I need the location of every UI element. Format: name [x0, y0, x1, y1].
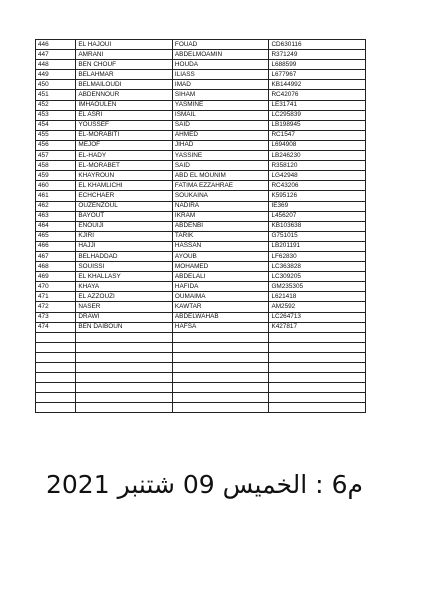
exam-date-note: م6 : الخميس 09 شتنبر 2021 [46, 470, 363, 499]
empty-table-row [36, 383, 366, 393]
table-row [36, 40, 366, 50]
id-number: LC363828 [269, 262, 366, 272]
last-name: EL AZZOUZI [76, 292, 173, 302]
last-name: MEJOF [76, 140, 173, 150]
id-number: GM235305 [269, 282, 366, 292]
last-name: DRAWI [76, 312, 173, 322]
last-name: KHAYA [76, 282, 173, 292]
row-number: 464 [36, 221, 76, 231]
candidate-table-body [36, 40, 366, 413]
id-number: L456207 [269, 211, 366, 221]
empty-table-row [36, 373, 366, 383]
table-row [36, 191, 366, 201]
row-number: 462 [36, 201, 76, 211]
empty-table-row [36, 363, 366, 373]
table-row [36, 70, 366, 80]
first-name: MOHAMED [172, 262, 269, 272]
table-row [36, 272, 366, 282]
id-number: KB103638 [269, 221, 366, 231]
empty-table-row [36, 352, 366, 362]
table-row [36, 211, 366, 221]
row-number: 473 [36, 312, 76, 322]
table-row [36, 302, 366, 312]
id-number: R358120 [269, 161, 366, 171]
last-name: BAYOUT [76, 211, 173, 221]
table-row [36, 231, 366, 241]
row-number: 456 [36, 140, 76, 150]
first-name: YASSINE [172, 151, 269, 161]
last-name: SOUISSI [76, 262, 173, 272]
first-name: SOUKAINA [172, 191, 269, 201]
id-number: LF62830 [269, 251, 366, 261]
row-number: 463 [36, 211, 76, 221]
candidate-table [35, 39, 366, 413]
id-number: L621418 [269, 292, 366, 302]
first-name: IMAD [172, 80, 269, 90]
last-name: EL KHAMLICHI [76, 181, 173, 191]
id-number: RC42076 [269, 90, 366, 100]
first-name: YASMINE [172, 100, 269, 110]
table-row [36, 171, 366, 181]
row-number: 466 [36, 241, 76, 251]
empty-table-row [36, 393, 366, 403]
last-name: KHAYROUN [76, 171, 173, 181]
last-name: ABDENNOUR [76, 90, 173, 100]
last-name: ENOUIJI [76, 221, 173, 231]
first-name: NADIRA [172, 201, 269, 211]
last-name: OUZENZOUL [76, 201, 173, 211]
id-number: L688599 [269, 60, 366, 70]
id-number: RC43206 [269, 181, 366, 191]
first-name: HASSAN [172, 241, 269, 251]
last-name: KJIRI [76, 231, 173, 241]
id-number: R371249 [269, 50, 366, 60]
id-number: RC1547 [269, 130, 366, 140]
table-row [36, 50, 366, 60]
id-number: G751015 [269, 231, 366, 241]
last-name: BELMAILOUDI [76, 80, 173, 90]
table-row [36, 100, 366, 110]
table-row [36, 241, 366, 251]
last-name: BELAHMAR [76, 70, 173, 80]
row-number: 452 [36, 100, 76, 110]
last-name: IMHAOULEN [76, 100, 173, 110]
row-number: 472 [36, 302, 76, 312]
last-name: NASER [76, 302, 173, 312]
id-number: LC309205 [269, 272, 366, 282]
table-row [36, 251, 366, 261]
last-name: AMRANI [76, 50, 173, 60]
first-name: ABDELWAHAB [172, 312, 269, 322]
id-number: AM2592 [269, 302, 366, 312]
last-name: BEN DAIBOUN [76, 322, 173, 332]
row-number: 469 [36, 272, 76, 282]
row-number: 467 [36, 251, 76, 261]
id-number: KB144992 [269, 80, 366, 90]
row-number: 448 [36, 60, 76, 70]
row-number: 465 [36, 231, 76, 241]
first-name: ISMAIL [172, 110, 269, 120]
id-number: LC295839 [269, 110, 366, 120]
id-number: IE369 [269, 201, 366, 211]
empty-table-row [36, 403, 366, 413]
id-number: LB198945 [269, 120, 366, 130]
first-name: OUMAIMA [172, 292, 269, 302]
table-row [36, 130, 366, 140]
id-number: K427817 [269, 322, 366, 332]
id-number: LB201191 [269, 241, 366, 251]
last-name: YOUSSEF [76, 120, 173, 130]
table-row [36, 120, 366, 130]
first-name: SIHAM [172, 90, 269, 100]
last-name: EL KHALLASY [76, 272, 173, 282]
first-name: KAWTAR [172, 302, 269, 312]
table-row [36, 140, 366, 150]
row-number: 450 [36, 80, 76, 90]
row-number: 468 [36, 262, 76, 272]
last-name: BELHADDAD [76, 251, 173, 261]
empty-table-row [36, 342, 366, 352]
row-number: 459 [36, 171, 76, 181]
table-row [36, 80, 366, 90]
first-name: IKRAM [172, 211, 269, 221]
first-name: SAID [172, 120, 269, 130]
table-row [36, 161, 366, 171]
empty-table-row [36, 332, 366, 342]
row-number: 471 [36, 292, 76, 302]
first-name: FATIMA EZZAHRAE [172, 181, 269, 191]
table-row [36, 292, 366, 302]
table-row [36, 322, 366, 332]
row-number: 446 [36, 40, 76, 50]
last-name: EL-HADY [76, 151, 173, 161]
table-row [36, 221, 366, 231]
row-number: 458 [36, 161, 76, 171]
last-name: EL HAJOUI [76, 40, 173, 50]
row-number: 449 [36, 70, 76, 80]
row-number: 460 [36, 181, 76, 191]
first-name: JIHAD [172, 140, 269, 150]
id-number: CD630116 [269, 40, 366, 50]
last-name: HAJJI [76, 241, 173, 251]
table-row [36, 110, 366, 120]
row-number: 447 [36, 50, 76, 60]
first-name: AYOUB [172, 251, 269, 261]
table-row [36, 181, 366, 191]
last-name: EL ASRI [76, 110, 173, 120]
first-name: HOUDA [172, 60, 269, 70]
row-number: 453 [36, 110, 76, 120]
first-name: ABDELALI [172, 272, 269, 282]
table-row [36, 312, 366, 322]
id-number: LC264713 [269, 312, 366, 322]
id-number: L677967 [269, 70, 366, 80]
id-number: L694908 [269, 140, 366, 150]
first-name: ABDENBI [172, 221, 269, 231]
row-number: 461 [36, 191, 76, 201]
first-name: TARIK [172, 231, 269, 241]
row-number: 470 [36, 282, 76, 292]
id-number: LG42948 [269, 171, 366, 181]
first-name: SAID [172, 161, 269, 171]
first-name: ABD EL MOUNIM [172, 171, 269, 181]
row-number: 451 [36, 90, 76, 100]
table-row [36, 201, 366, 211]
row-number: 454 [36, 120, 76, 130]
last-name: ECHCHAER [76, 191, 173, 201]
first-name: ABDELMOAMIN [172, 50, 269, 60]
table-row [36, 282, 366, 292]
last-name: BEN CHOUF [76, 60, 173, 70]
table-row [36, 90, 366, 100]
id-number: LB246230 [269, 151, 366, 161]
table-row [36, 60, 366, 70]
first-name: HAFIDA [172, 282, 269, 292]
first-name: AHMED [172, 130, 269, 140]
table-row [36, 151, 366, 161]
last-name: EL-MORABITI [76, 130, 173, 140]
first-name: ILIASS [172, 70, 269, 80]
table-row [36, 262, 366, 272]
row-number: 457 [36, 151, 76, 161]
last-name: EL-MORABET [76, 161, 173, 171]
id-number: LE31741 [269, 100, 366, 110]
id-number: K595126 [269, 191, 366, 201]
first-name: HAFSA [172, 322, 269, 332]
first-name: FOUAD [172, 40, 269, 50]
row-number: 455 [36, 130, 76, 140]
row-number: 474 [36, 322, 76, 332]
